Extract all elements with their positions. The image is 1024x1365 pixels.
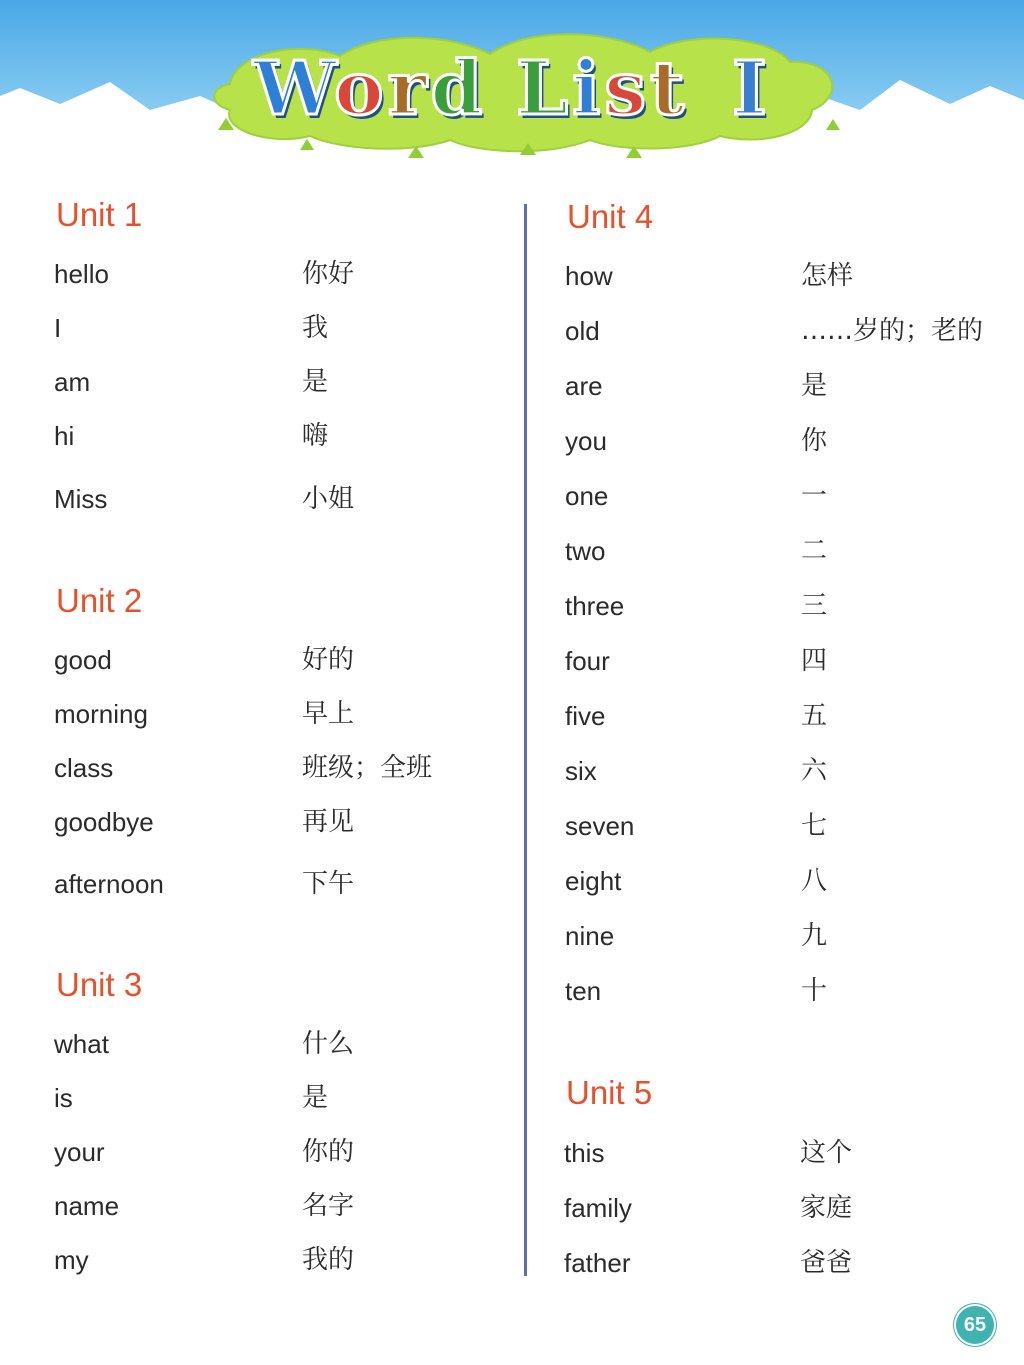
chinese-meaning: 下午 bbox=[302, 869, 355, 899]
english-word: your bbox=[54, 1137, 105, 1167]
english-word: are bbox=[565, 371, 603, 401]
header-banner bbox=[0, 0, 1024, 170]
english-word: how bbox=[565, 261, 613, 291]
english-word: six bbox=[565, 756, 597, 786]
chinese-meaning: 十 bbox=[801, 976, 828, 1006]
chinese-meaning: 家庭 bbox=[800, 1193, 853, 1223]
english-word: hi bbox=[54, 421, 75, 451]
english-word: what bbox=[54, 1029, 109, 1059]
chinese-meaning: 名字 bbox=[302, 1191, 355, 1221]
english-word: ten bbox=[565, 976, 602, 1006]
unit-heading: Unit 4 bbox=[567, 198, 654, 235]
chinese-meaning: 班级；全班 bbox=[302, 753, 433, 783]
chinese-meaning: 是 bbox=[302, 1083, 329, 1113]
chinese-meaning: 七 bbox=[801, 811, 828, 841]
english-word: is bbox=[54, 1083, 73, 1113]
english-word: hello bbox=[54, 259, 109, 289]
english-word: class bbox=[54, 753, 114, 783]
unit-heading: Unit 1 bbox=[56, 196, 143, 233]
english-word: father bbox=[564, 1248, 631, 1278]
chinese-meaning: 你好 bbox=[302, 259, 355, 289]
english-word: good bbox=[54, 645, 112, 675]
english-word: eight bbox=[565, 866, 622, 896]
english-word: four bbox=[565, 646, 610, 676]
unit-heading: Unit 3 bbox=[56, 966, 143, 1003]
chinese-meaning: 九 bbox=[801, 921, 828, 951]
chinese-meaning: 八 bbox=[801, 866, 828, 896]
chinese-meaning: 六 bbox=[801, 756, 828, 786]
chinese-meaning: ……岁的；老的 bbox=[801, 316, 984, 346]
english-word: two bbox=[565, 536, 606, 566]
chinese-meaning: 我 bbox=[302, 313, 329, 343]
column-divider bbox=[524, 204, 527, 1276]
chinese-meaning: 是 bbox=[801, 371, 828, 401]
chinese-meaning: 嗨 bbox=[302, 421, 329, 451]
chinese-meaning: 什么 bbox=[302, 1029, 355, 1059]
english-word: goodbye bbox=[54, 807, 154, 837]
title-letter: W bbox=[253, 46, 335, 132]
english-word: afternoon bbox=[54, 869, 164, 899]
chinese-meaning: 五 bbox=[801, 701, 828, 731]
title-letter: L bbox=[516, 46, 573, 132]
page-number-badge: 65 bbox=[956, 1306, 994, 1344]
chinese-meaning: 再见 bbox=[302, 807, 355, 837]
unit-heading: Unit 2 bbox=[56, 582, 143, 619]
chinese-meaning: 早上 bbox=[302, 699, 355, 729]
english-word: three bbox=[565, 591, 625, 621]
title-letter: d bbox=[430, 46, 487, 132]
chinese-meaning: 四 bbox=[801, 646, 828, 676]
english-word: morning bbox=[54, 699, 148, 729]
chinese-meaning: 二 bbox=[801, 536, 828, 566]
title-letter bbox=[486, 46, 516, 132]
english-word: name bbox=[54, 1191, 120, 1221]
english-word: you bbox=[565, 426, 607, 456]
chinese-meaning: 怎样 bbox=[801, 261, 854, 291]
english-word: nine bbox=[565, 921, 615, 951]
english-word: one bbox=[565, 481, 609, 511]
chinese-meaning: 我的 bbox=[302, 1245, 355, 1275]
english-word: am bbox=[54, 367, 91, 397]
chinese-meaning: 你的 bbox=[302, 1137, 355, 1167]
title-letter: s bbox=[604, 46, 650, 132]
english-word: this bbox=[564, 1138, 605, 1168]
chinese-meaning: 好的 bbox=[302, 645, 355, 675]
english-word: Miss bbox=[54, 484, 108, 514]
chinese-meaning: 你 bbox=[801, 426, 828, 456]
title-letter: i bbox=[572, 46, 605, 132]
unit-heading: Unit 5 bbox=[566, 1074, 653, 1111]
english-word: family bbox=[564, 1193, 632, 1223]
title-numeral: I bbox=[732, 46, 771, 132]
title-letter: r bbox=[387, 46, 431, 132]
english-word: five bbox=[565, 701, 606, 731]
english-word: seven bbox=[565, 811, 635, 841]
english-word: I bbox=[54, 313, 62, 343]
chinese-meaning: 爸爸 bbox=[800, 1248, 853, 1278]
chinese-meaning: 这个 bbox=[800, 1138, 853, 1168]
page-title bbox=[0, 46, 1024, 132]
chinese-meaning: 小姐 bbox=[302, 484, 355, 514]
chinese-meaning: 三 bbox=[801, 591, 828, 621]
title-letter: t bbox=[649, 46, 689, 132]
title-letter: o bbox=[334, 46, 388, 132]
english-word: my bbox=[54, 1245, 89, 1275]
english-word: old bbox=[565, 316, 600, 346]
chinese-meaning: 一 bbox=[801, 481, 828, 511]
chinese-meaning: 是 bbox=[302, 367, 329, 397]
